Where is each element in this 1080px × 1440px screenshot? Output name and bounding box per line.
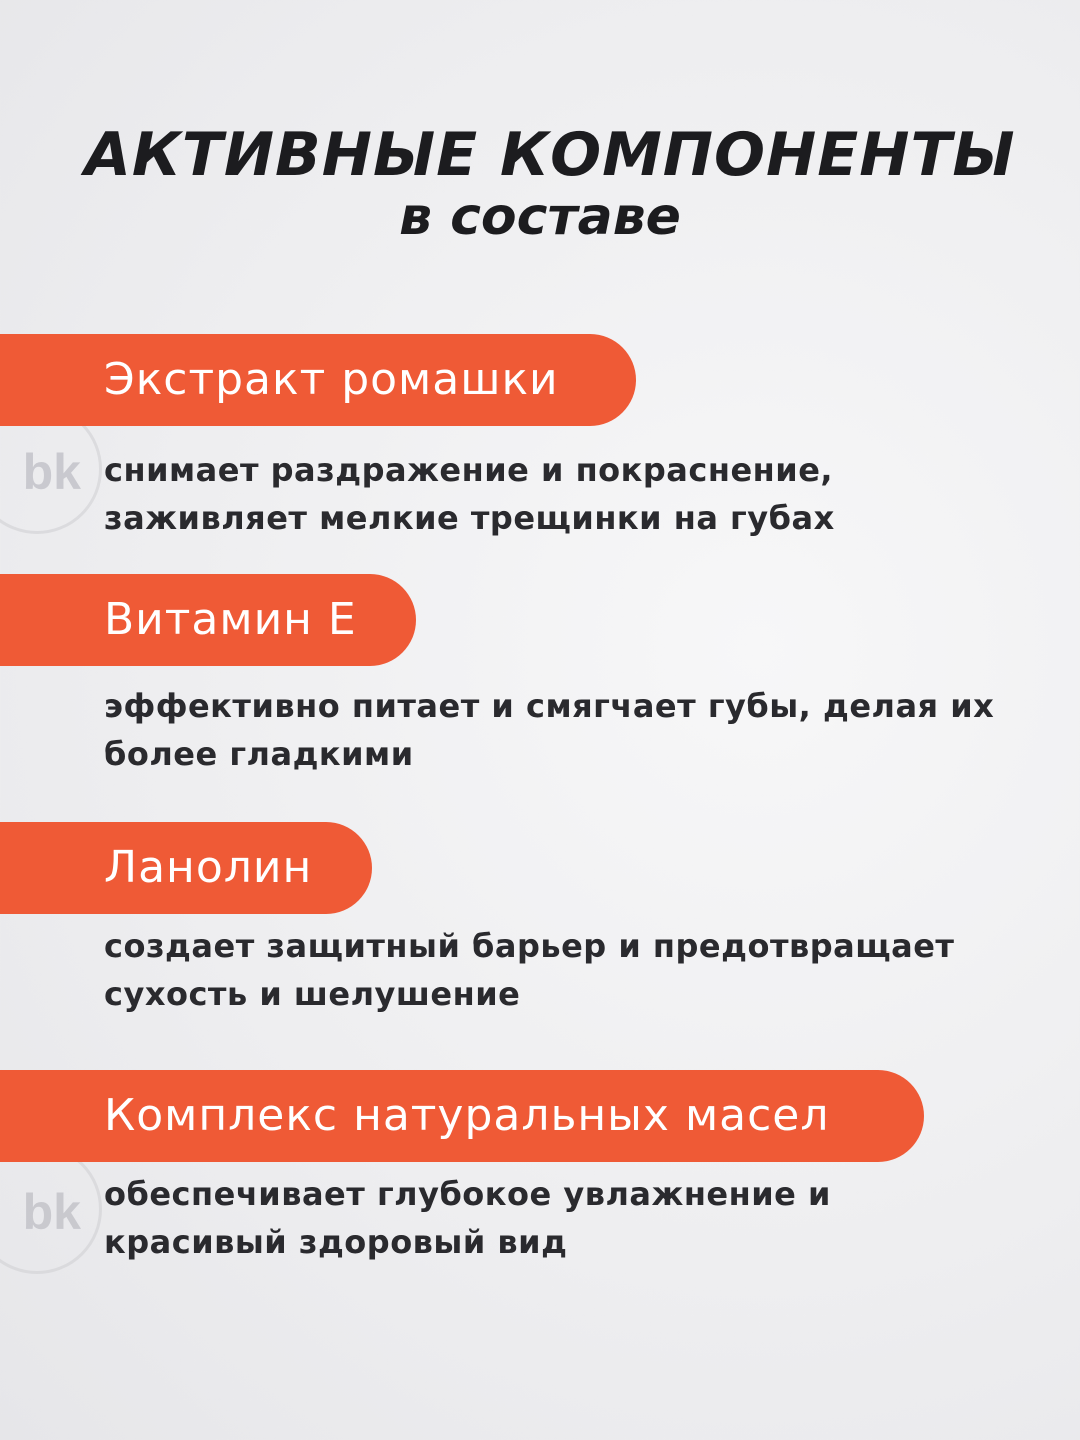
description-line: обеспечивает глубокое увлажнение и bbox=[104, 1175, 831, 1213]
description-line: снимает раздражение и покраснение, bbox=[104, 451, 834, 489]
description-line: более гладкими bbox=[104, 735, 414, 773]
watermark-logo: bk bbox=[0, 1144, 102, 1274]
component-label-vitamin-e: Витамин Е bbox=[0, 574, 416, 666]
page-subtitle: в составе bbox=[399, 187, 681, 247]
component-description-oils bbox=[104, 1170, 1024, 1266]
component-label-chamomile: Экстракт ромашки bbox=[0, 334, 636, 426]
description-line: заживляет мелкие трещинки на губах bbox=[104, 499, 835, 537]
description-line: красивый здоровый вид bbox=[104, 1223, 568, 1261]
component-description-chamomile bbox=[104, 446, 1024, 542]
component-description-vitamin-e bbox=[104, 682, 1024, 778]
component-description-lanolin bbox=[104, 922, 1024, 1018]
component-label-oils: Комплекс натуральных масел bbox=[0, 1070, 924, 1162]
description-line: эффективно питает и смягчает губы, делая их bbox=[104, 687, 995, 725]
description-line: создает защитный барьер и предотвращает bbox=[104, 927, 955, 965]
page-title: АКТИВНЫЕ КОМПОНЕНТЫ bbox=[84, 120, 1016, 190]
watermark-logo: bk bbox=[0, 404, 102, 534]
description-line: сухость и шелушение bbox=[104, 975, 521, 1013]
component-label-lanolin: Ланолин bbox=[0, 822, 372, 914]
